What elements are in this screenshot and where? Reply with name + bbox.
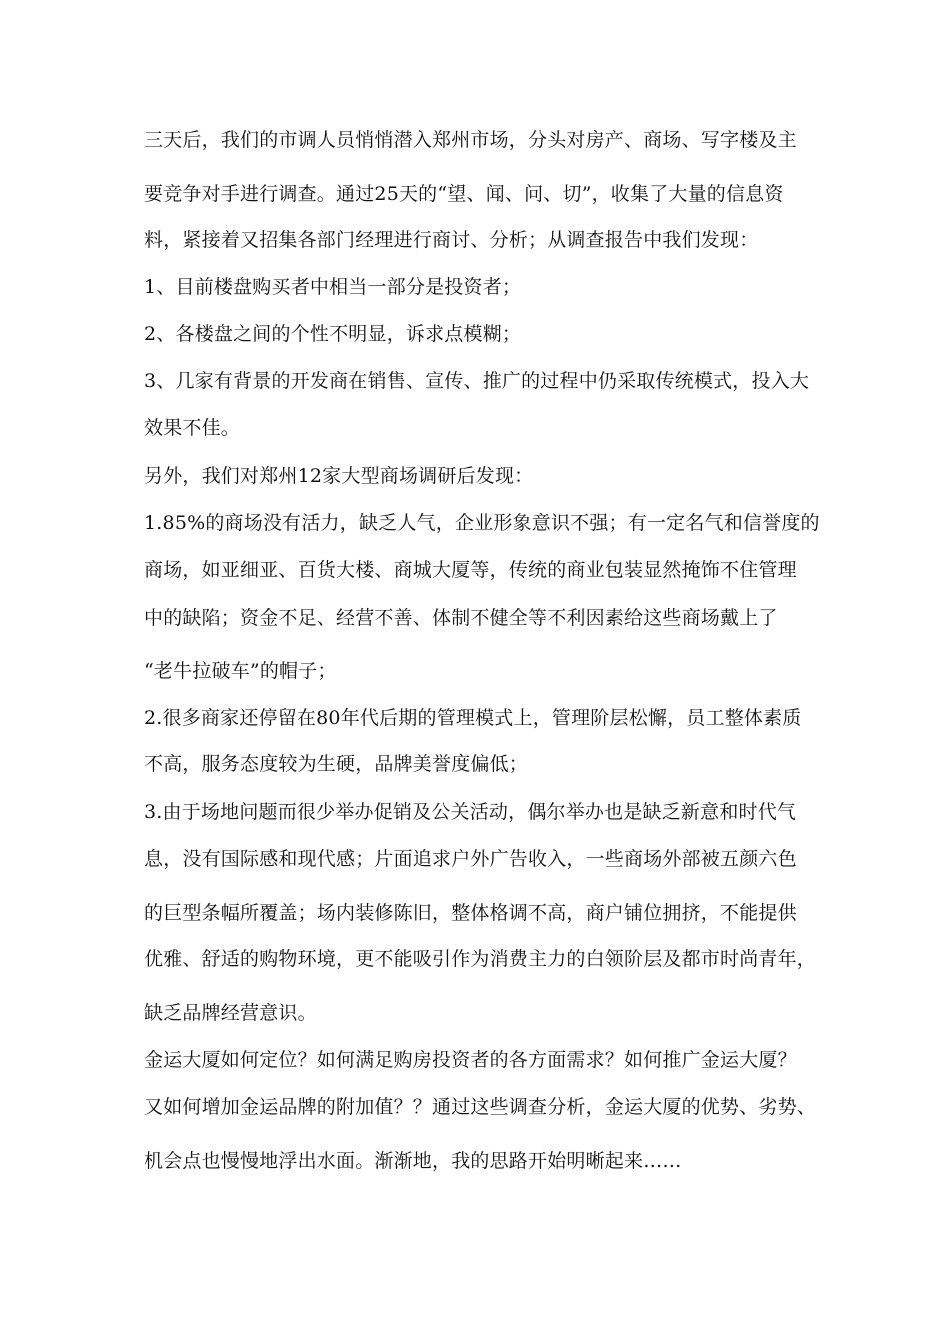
finding-3-line-2: 息，没有国际感和现代感；片面追求户外广告收入，一些商场外部被五颜六色 — [144, 848, 797, 870]
finding-1-line-3: 中的缺陷；资金不足、经营不善、体制不健全等不利因素给这些商场戴上了 — [144, 607, 778, 629]
finding-3-line-5: 缺乏品牌经营意识。 — [144, 1002, 317, 1024]
text-line-2: 要竞争对手进行调查。通过25天的“望、闻、问、切”，收集了大量的信息资 — [144, 183, 784, 205]
finding-3-line-4: 优雅、舒适的购物环境，更不能吸引作为消费主力的白领阶层及都市时尚青年， — [144, 948, 817, 970]
finding-3-line-1: 3.由于场地问题而很少举办促销及公关活动，偶尔举办也是缺乏新意和时代气 — [144, 801, 797, 823]
conclusion-line-1: 金运大厦如何定位？如何满足购房投资者的各方面需求？如何推广金运大厦？ — [144, 1049, 797, 1071]
finding-2-line-2: 不高，服务态度较为生硬，品牌美誉度偏低； — [144, 753, 529, 775]
finding-2-line-1: 2.很多商家还停留在80年代后期的管理模式上，管理阶层松懈，员工整体素质 — [144, 707, 802, 729]
text-line-section-intro: 另外，我们对郑州12家大型商场调研后发现： — [144, 465, 534, 487]
list-item-2: 2、各楼盘之间的个性不明显，诉求点模糊； — [144, 323, 522, 345]
list-item-3: 3、几家有背景的开发商在销售、宣传、推广的过程中仍采取传统模式，投入大 — [144, 370, 810, 392]
conclusion-line-3: 机会点也慢慢地浮出水面。渐渐地，我的思路开始明晰起来…… — [144, 1150, 682, 1172]
finding-1-line-2: 商场，如亚细亚、百货大楼、商城大厦等，传统的商业包装显然掩饰不住管理 — [144, 559, 797, 581]
finding-1-line-1: 1.85%的商场没有活力，缺乏人气，企业形象意识不强；有一定名气和信誉度的 — [144, 512, 820, 534]
finding-1-line-4: “老牛拉破车”的帽子； — [144, 660, 337, 682]
text-line-3: 料，紧接着又招集各部门经理进行商讨、分析；从调查报告中我们发现： — [144, 229, 759, 251]
list-item-3-continued: 效果不佳。 — [144, 417, 241, 439]
text-line-1: 三天后，我们的市调人员悄悄潜入郑州市场，分头对房产、商场、写字楼及主 — [144, 129, 797, 151]
finding-3-line-3: 的巨型条幅所覆盖；场内装修陈旧，整体格调不高，商户铺位拥挤，不能提供 — [144, 902, 797, 924]
list-item-1: 1、目前楼盘购买者中相当一部分是投资者； — [144, 276, 522, 298]
conclusion-line-2: 又如何增加金运品牌的附加值？？通过这些调查分析，金运大厦的优势、劣势、 — [144, 1096, 817, 1118]
